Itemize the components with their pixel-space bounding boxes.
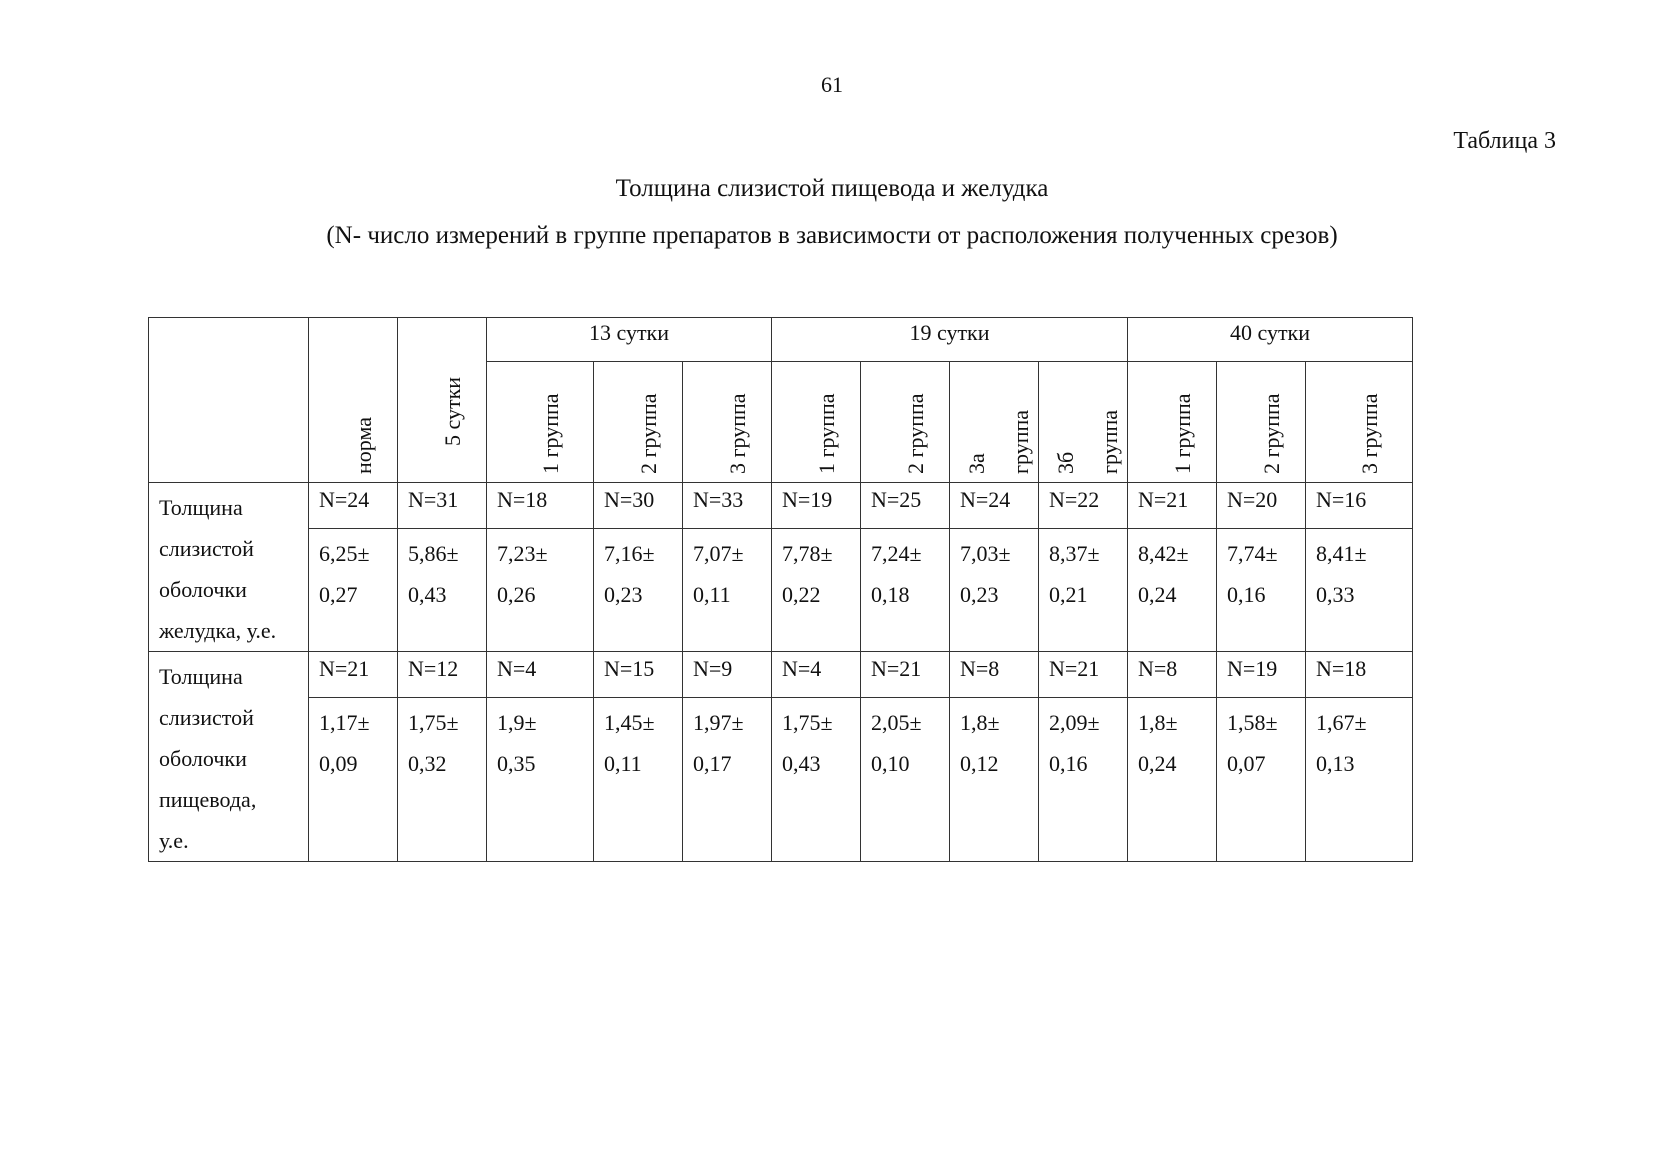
header-group-label: 1 группа [538, 393, 563, 474]
value-cell [683, 698, 772, 862]
mean-value: 1,17± [319, 710, 370, 735]
value-cell [594, 529, 683, 652]
mean-value: 7,16± [604, 541, 655, 566]
row-label-line: Толщина [159, 495, 243, 520]
n-cell: N=16 [1306, 483, 1413, 529]
header-group-40-1 [1128, 362, 1217, 483]
mean-value: 1,9± [497, 710, 537, 735]
error-value: 0,12 [960, 751, 999, 776]
table-label: Таблица 3 [1453, 128, 1556, 154]
n-cell: N=21 [861, 652, 950, 698]
n-cell: N=20 [1217, 483, 1306, 529]
header-period-13: 13 сутки [487, 318, 772, 362]
n-cell: N=25 [861, 483, 950, 529]
error-value: 0,23 [960, 582, 999, 607]
error-value: 0,13 [1316, 751, 1355, 776]
value-cell [772, 698, 861, 862]
value-cell [1128, 698, 1217, 862]
mean-value: 1,45± [604, 710, 655, 735]
header-norma-label: норма [351, 417, 376, 474]
error-value: 0,07 [1227, 751, 1266, 776]
error-value: 0,11 [693, 582, 731, 607]
mean-value: 8,41± [1316, 541, 1367, 566]
row-label-line: слизистой [159, 536, 254, 561]
mean-value: 1,75± [782, 710, 833, 735]
n-cell: N=24 [950, 483, 1039, 529]
value-cell [1217, 698, 1306, 862]
n-cell: N=21 [309, 652, 398, 698]
mean-value: 1,58± [1227, 710, 1278, 735]
value-cell [398, 529, 487, 652]
row-label-line: пищевода, [159, 787, 257, 812]
error-value: 0,16 [1049, 751, 1088, 776]
value-cell [309, 529, 398, 652]
mean-value: 1,67± [1316, 710, 1367, 735]
error-value: 0,35 [497, 751, 536, 776]
header-group-label: 2 группа [1259, 393, 1284, 474]
n-cell: N=21 [1128, 483, 1217, 529]
table-row [149, 483, 1413, 529]
n-cell: N=21 [1039, 652, 1128, 698]
header-group-40-2 [1217, 362, 1306, 483]
mean-value: 7,03± [960, 541, 1011, 566]
error-value: 0,24 [1138, 582, 1177, 607]
n-cell: N=31 [398, 483, 487, 529]
row-label-line: слизистой [159, 705, 254, 730]
mean-value: 1,97± [693, 710, 744, 735]
mean-value: 8,37± [1049, 541, 1100, 566]
value-cell [950, 529, 1039, 652]
header-group-13-1 [487, 362, 594, 483]
table-title: Толщина слизистой пищевода и желудка [615, 175, 1049, 202]
error-value: 0,43 [782, 751, 821, 776]
mean-value: 5,86± [408, 541, 459, 566]
header-group-label: 3 группа [725, 393, 750, 474]
mean-value: 7,07± [693, 541, 744, 566]
n-cell: N=22 [1039, 483, 1128, 529]
n-cell: N=18 [487, 483, 594, 529]
row-label-line: Толщина [159, 664, 243, 689]
value-cell [1039, 698, 1128, 862]
page-number: 61 [821, 72, 843, 97]
header-period-40: 40 сутки [1128, 318, 1413, 362]
header-group-40-3 [1306, 362, 1413, 483]
value-cell [1306, 529, 1413, 652]
header-day5-label: 5 сутки [440, 376, 465, 446]
mean-value: 2,05± [871, 710, 922, 735]
error-value: 0,11 [604, 751, 642, 776]
error-value: 0,23 [604, 582, 643, 607]
n-cell: N=19 [1217, 652, 1306, 698]
n-cell: N=4 [772, 652, 861, 698]
row-label-line: желудка, у.е. [159, 618, 277, 643]
error-value: 0,17 [693, 751, 732, 776]
n-cell: N=9 [683, 652, 772, 698]
header-group-19-3a [950, 362, 1039, 483]
table-row [149, 529, 1413, 652]
header-group-label: 2 группа [636, 393, 661, 474]
value-cell [683, 529, 772, 652]
mean-value: 1,8± [960, 710, 1000, 735]
table-subtitle: (N- число измерений в группе препаратов в зависимости от расположения полученных срезов) [326, 222, 1338, 249]
error-value: 0,33 [1316, 582, 1355, 607]
error-value: 0,10 [871, 751, 910, 776]
n-cell: N=18 [1306, 652, 1413, 698]
header-group-label: 2 группа [903, 393, 928, 474]
error-value: 0,24 [1138, 751, 1177, 776]
header-day5 [398, 318, 487, 483]
mean-value: 7,74± [1227, 541, 1278, 566]
n-cell: N=30 [594, 483, 683, 529]
header-period-19: 19 сутки [772, 318, 1128, 362]
n-cell: N=8 [1128, 652, 1217, 698]
mean-value: 6,25± [319, 541, 370, 566]
error-value: 0,16 [1227, 582, 1266, 607]
mean-value: 7,78± [782, 541, 833, 566]
header-group-label: 1 группа [814, 393, 839, 474]
value-cell [861, 698, 950, 862]
data-table [148, 317, 1413, 862]
header-group-num: 3а [964, 453, 989, 474]
value-cell [1039, 529, 1128, 652]
value-cell [950, 698, 1039, 862]
error-value: 0,18 [871, 582, 910, 607]
n-cell: N=8 [950, 652, 1039, 698]
value-cell [487, 529, 594, 652]
header-corner [149, 318, 309, 483]
n-cell: N=24 [309, 483, 398, 529]
mean-value: 1,8± [1138, 710, 1178, 735]
value-cell [594, 698, 683, 862]
mean-value: 7,24± [871, 541, 922, 566]
header-norma [309, 318, 398, 483]
value-cell [487, 698, 594, 862]
row-label-line: у.е. [159, 828, 189, 853]
n-cell: N=4 [487, 652, 594, 698]
error-value: 0,09 [319, 751, 358, 776]
mean-value: 8,42± [1138, 541, 1189, 566]
header-group-num: 3б [1053, 451, 1078, 474]
header-group-13-3 [683, 362, 772, 483]
value-cell [1217, 529, 1306, 652]
header-group-19-3b [1039, 362, 1128, 483]
row-label [149, 483, 309, 652]
error-value: 0,21 [1049, 582, 1088, 607]
error-value: 0,26 [497, 582, 536, 607]
value-cell [772, 529, 861, 652]
header-group-13-2 [594, 362, 683, 483]
n-cell: N=12 [398, 652, 487, 698]
row-label-line: оболочки [159, 746, 247, 771]
table-row [149, 698, 1413, 862]
error-value: 0,43 [408, 582, 447, 607]
value-cell [861, 529, 950, 652]
mean-value: 7,23± [497, 541, 548, 566]
n-cell: N=33 [683, 483, 772, 529]
mean-value: 1,75± [408, 710, 459, 735]
n-cell: N=19 [772, 483, 861, 529]
table-row [149, 652, 1413, 698]
header-group-word: группа [1097, 409, 1122, 474]
error-value: 0,27 [319, 582, 358, 607]
value-cell [309, 698, 398, 862]
row-label-line: оболочки [159, 577, 247, 602]
row-label [149, 652, 309, 862]
value-cell [1128, 529, 1217, 652]
header-group-label: 3 группа [1357, 393, 1382, 474]
error-value: 0,22 [782, 582, 821, 607]
header-group-19-2 [861, 362, 950, 483]
header-group-word: группа [1008, 409, 1033, 474]
mean-value: 2,09± [1049, 710, 1100, 735]
error-value: 0,32 [408, 751, 447, 776]
value-cell [398, 698, 487, 862]
value-cell [1306, 698, 1413, 862]
n-cell: N=15 [594, 652, 683, 698]
header-group-19-1 [772, 362, 861, 483]
header-group-label: 1 группа [1170, 393, 1195, 474]
